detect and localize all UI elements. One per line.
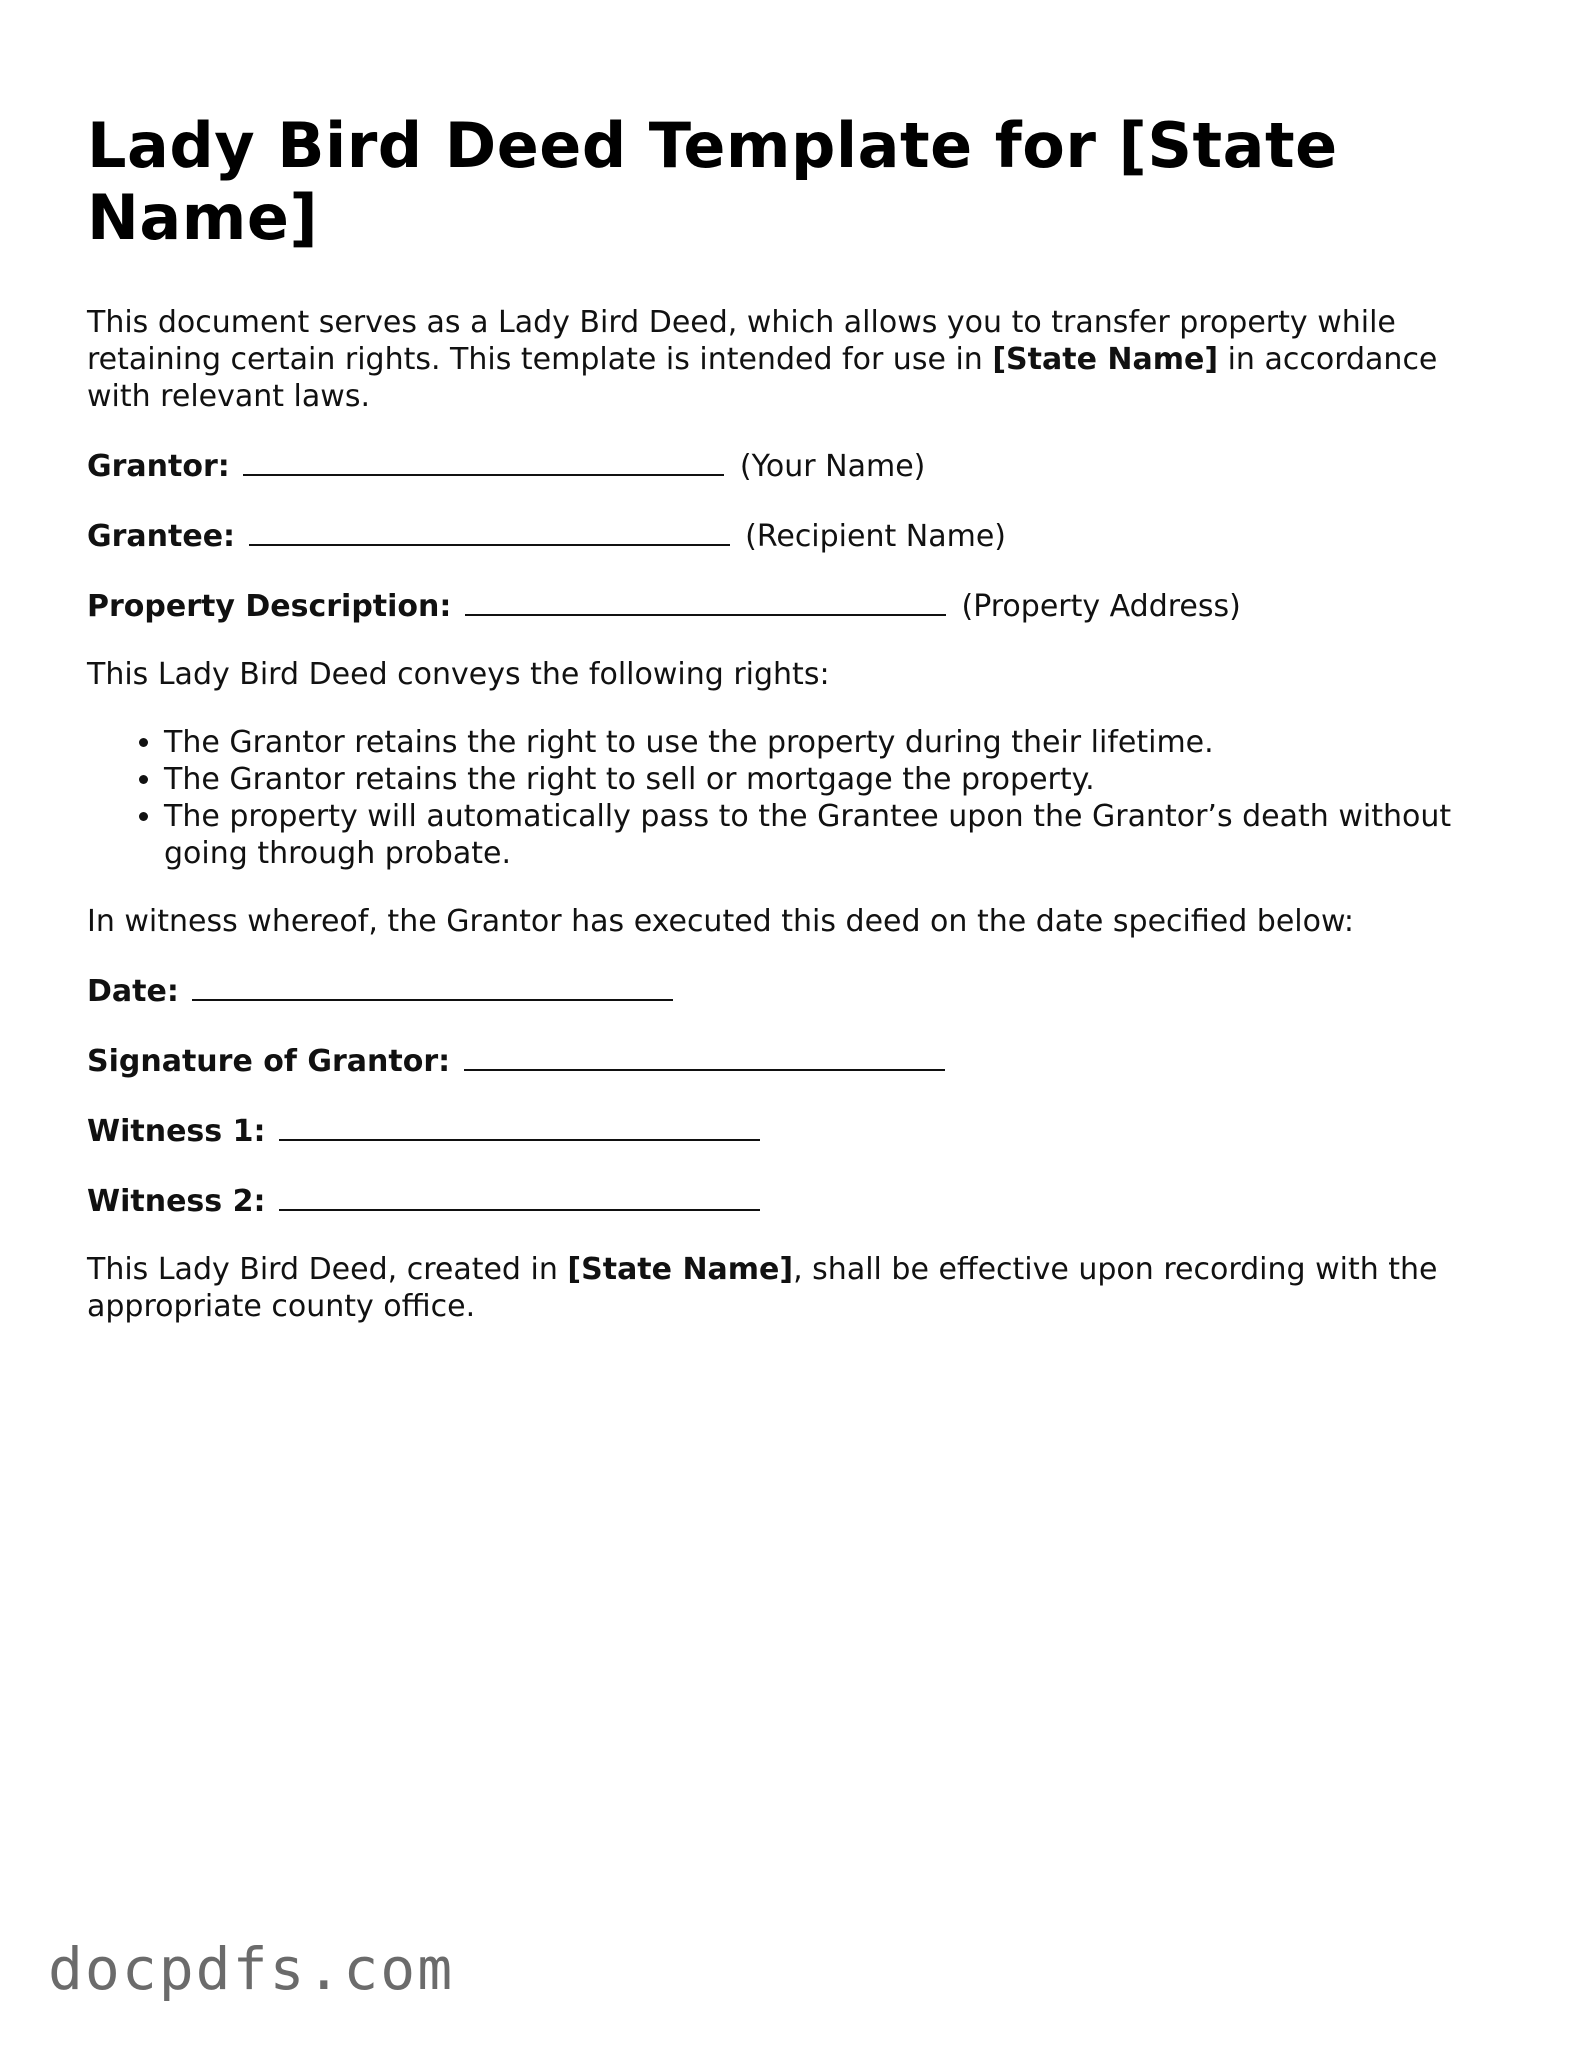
grantor-hint: (Your Name) xyxy=(739,449,926,484)
grantor-signature-label: Signature of Grantor: xyxy=(87,1044,451,1079)
intro-text-1: This document serves as a Lady Bird Deed, which allows you to transfer property while retaining certain rights. This template is intended for use in xyxy=(87,305,1396,377)
witness-2-blank-line[interactable] xyxy=(279,1181,760,1211)
rights-list-item: • The Grantor retains the right to use the property during their lifetime. xyxy=(164,724,1507,761)
date-field xyxy=(87,971,1507,1010)
grantee-hint: (Recipient Name) xyxy=(745,519,1007,554)
grantor-label: Grantor: xyxy=(87,449,230,484)
witness-1-label: Witness 1: xyxy=(87,1114,266,1149)
property-description-label: Property Description: xyxy=(87,589,452,624)
grantor-signature-blank-line[interactable] xyxy=(464,1041,945,1071)
closing-text-2: , shall be effective upon recording with the appropriate county office. xyxy=(87,1252,1438,1324)
grantee-field xyxy=(87,516,1507,555)
witness-2-label: Witness 2: xyxy=(87,1184,266,1219)
document-page xyxy=(87,110,1507,1356)
closing-state-name: [State Name] xyxy=(567,1252,794,1287)
rights-list-item: • The Grantor retains the right to sell or mortgage the property. xyxy=(164,761,1507,798)
witness-intro: In witness whereof, the Grantor has executed this deed on the date specified below: xyxy=(87,904,1355,939)
witness-1-blank-line[interactable] xyxy=(279,1111,760,1141)
intro-state-name: [State Name] xyxy=(992,342,1219,377)
closing-paragraph xyxy=(87,1251,1507,1325)
watermark: docpdfs.com xyxy=(48,1935,455,2003)
witness-2-field xyxy=(87,1181,1507,1220)
intro-text-2: in accordance with relevant laws. xyxy=(87,342,1438,414)
property-description-blank-line[interactable] xyxy=(465,586,946,616)
rights-intro: This Lady Bird Deed conveys the following rights: xyxy=(87,657,830,692)
grantor-blank-line[interactable] xyxy=(243,446,724,476)
intro-paragraph xyxy=(87,304,1507,415)
property-description-hint: (Property Address) xyxy=(961,589,1241,624)
date-blank-line[interactable] xyxy=(192,971,673,1001)
grantor-field xyxy=(87,446,1507,485)
property-description-field xyxy=(87,586,1507,625)
rights-list-item: • The property will automatically pass to the Grantee upon the Grantor’s death without going through probate. xyxy=(164,798,1507,872)
grantee-blank-line[interactable] xyxy=(249,516,730,546)
grantor-signature-field xyxy=(87,1041,1507,1080)
grantee-label: Grantee: xyxy=(87,519,236,554)
witness-1-field xyxy=(87,1111,1507,1150)
closing-text-1: This Lady Bird Deed, created in xyxy=(87,1252,568,1287)
page-title: Lady Bird Deed Template for [State Name] xyxy=(87,109,1338,254)
date-label: Date: xyxy=(87,974,179,1009)
rights-list xyxy=(87,724,1507,872)
